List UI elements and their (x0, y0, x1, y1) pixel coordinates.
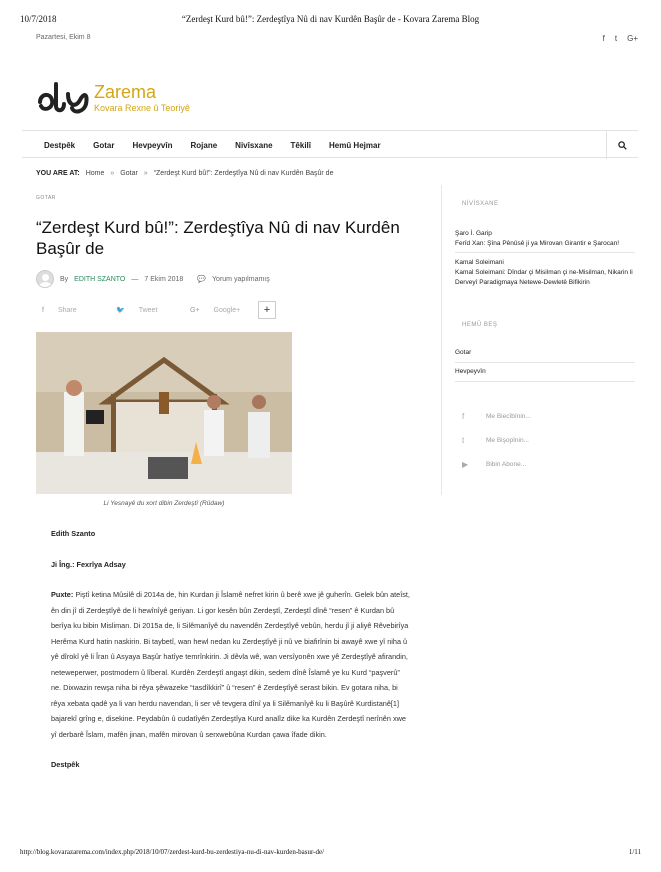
divider (455, 252, 635, 253)
hemu-bes-heading: HEMÛ BEŞ (462, 322, 498, 328)
article-paragraph (51, 587, 411, 742)
facebook-icon[interactable]: f (602, 34, 605, 43)
category-link-gotar[interactable]: Gotar (455, 349, 472, 356)
nav-item-hevpeyvin[interactable]: Hevpeyvîn (132, 140, 173, 150)
site-logo[interactable] (36, 78, 190, 118)
article-meta (36, 270, 416, 288)
share-facebook-button[interactable] (36, 307, 110, 314)
image-caption: Li Yesnayê du xort dibin Zerdeştî (Rûdaw) (103, 500, 225, 507)
follow-twitter[interactable] (462, 434, 641, 446)
nivisxane-author[interactable]: Kamal Soleimani (455, 259, 504, 266)
sidebar (441, 185, 641, 495)
share-facebook-label: Share (57, 306, 77, 314)
comment-icon: 💬 (197, 276, 207, 283)
current-date: Pazartesi, Ekim 8 (36, 34, 91, 41)
category-link-hevpeyvin[interactable]: Hevpeyvîn (455, 368, 486, 375)
brand-tagline: Kovara Rexne û Teoriyê (94, 102, 190, 113)
top-bar (36, 34, 638, 46)
zarema-logo-icon (36, 80, 90, 116)
search-button[interactable] (606, 131, 638, 159)
nav-item-tekili[interactable]: Têkilî (290, 140, 311, 150)
breadcrumb-separator: » (110, 170, 115, 177)
article-image (36, 332, 292, 494)
by-label: By (60, 275, 69, 283)
youtube-icon: ▶ (462, 459, 469, 469)
breadcrumb-home[interactable]: Home (85, 170, 105, 177)
facebook-icon: f (42, 306, 44, 314)
article-body (51, 526, 411, 773)
share-twitter-button[interactable] (110, 306, 184, 314)
article-category[interactable]: GOTAR (36, 195, 56, 201)
breadcrumb-current: “Zerdeşt Kurd bû!”: Zerdeştîya Nû di nav Kurdên Başûr de (153, 170, 334, 177)
share-google-button[interactable] (184, 307, 258, 314)
social-links (603, 34, 638, 43)
share-google-label: Google+ (213, 306, 241, 314)
brand-name: Zarema (94, 81, 157, 102)
article-author-line: Edith Szanto (51, 529, 96, 538)
breadcrumb (36, 170, 333, 177)
follow-label: Me Bişopînin... (486, 436, 529, 444)
facebook-icon: f (462, 411, 465, 421)
article-translator: Ji Îng.: Fexrîya Adsay (51, 559, 126, 569)
author-link[interactable]: EDITH SZANTO (74, 275, 126, 283)
print-title: “Zerdeşt Kurd bû!”: Zerdeştîya Nû di nav Kurdên Başûr de - Kovara Zarema Blog (181, 14, 480, 24)
paragraph-text: Piştî ketina Mûsilê di 2014a de, hin Kurdan ji Îslamê nefret kirin û berê xwe jê guherîn. Gelek bûn ateîst, ên din jî di Zerdeştîyê de li hewînîyê geriyan. Li gor kesên bûn Zerdeştî, Zerdeştî dînê “resen” ê Kurdan bû berîya ku bibin Misliman. Di 2015a de, li Silêmanîyê du navendên Zerdeştîyê vebûn, herdu jî ji aliyê Rêvebirîya Herêma Kurd hatin naskirin. Bi taybetî, wan hewl nedan ku Zerdeştîyê ji nû ve biafirînin bi awayê xwe yî niha û yê dîrokî yê li Îran û Asyaya Başûr hatîye temrînkirin. Ji dêvla wê, wan versîyonên xwe yê Zerdeştîyê afirandin, neteweperwer, postmodern û lîberal. Kurdên Zerdeştî angaşt dikin, sedem dînê Îslamê ye ku Kurd “paşverû” ne. Dixwazin rewşa niha bi rêya şêwazeke “tasdîkkirî” û “resen” ê Zerdeştîyê serast bikin. Ev gotara niha, bi rêya xebata qadê ya li van herdu navendan, li ser vê tevgera dînî ya li Silêmanîyê ku li Başûrê Kurdistanê[1] bajarekî grîng e, disekine. Peydabûn û cudatîyên Zerdeştîya Kurd analîz dike ka Kurdên Zerdeştî nerînên xwe yî derbarê Îslam, mafên jinan, mafên mirovan û serxwebûna Kurdan çawa îfade dikin. (51, 590, 410, 739)
nav-item-hemu-hejmar[interactable]: Hemû Hejmar (328, 140, 381, 150)
section-heading: Destpêk (51, 760, 80, 769)
nav-item-nivisxane[interactable]: Nivîsxane (235, 140, 273, 150)
twitter-icon: t (462, 435, 465, 445)
search-icon (618, 141, 627, 150)
google-plus-icon: G+ (190, 306, 200, 314)
avatar[interactable] (36, 270, 54, 288)
divider (455, 362, 635, 363)
article-title: “Zerdeşt Kurd bû!”: Zerdeştîya Nû di nav Kurdên Başûr de (36, 218, 400, 258)
share-twitter-label: Tweet (138, 306, 158, 314)
print-header (0, 0, 661, 30)
meta-dash: — (131, 275, 139, 283)
breadcrumb-separator: » (143, 170, 148, 177)
twitter-icon[interactable]: t (614, 34, 618, 43)
google-plus-icon[interactable]: G+ (627, 34, 638, 43)
follow-label: Me Biecîbînin... (486, 412, 531, 420)
breadcrumb-category[interactable]: Gotar (120, 170, 138, 177)
nivisxane-title[interactable]: Kamal Soleimani: Dîndar çi Misilman çi ne-Misilman, Nikarin li Derveyî Paradigmaya Netewe-Dewletê Bifikirin (455, 269, 633, 286)
article-date: 7 Ekim 2018 (144, 275, 184, 283)
twitter-icon: 🐦 (116, 307, 125, 314)
breadcrumb-label: YOU ARE AT: (36, 170, 80, 177)
article (36, 195, 416, 788)
nav-item-destpek[interactable]: Destpêk (44, 140, 76, 150)
follow-label: Bibin Abone... (486, 460, 527, 468)
comments-link[interactable]: Yorum yapılmamış (212, 275, 270, 283)
lead-label: Puxte: (51, 590, 74, 599)
nav-item-gotar[interactable]: Gotar (93, 140, 115, 150)
nav-item-rojane[interactable]: Rojane (190, 140, 218, 150)
follow-youtube[interactable] (462, 458, 641, 470)
main-nav (22, 130, 638, 158)
follow-facebook[interactable] (462, 410, 641, 422)
print-url: http://blog.kovarazarema.com/index.php/2018/10/07/zerdest-kurd-bu-zerdestiya-nu-di-nav-kurden-basur-de/ (20, 848, 325, 856)
ceremony-photo-icon (36, 332, 292, 494)
print-date: 10/7/2018 (20, 14, 57, 24)
more-share-button[interactable]: + (258, 301, 276, 319)
nivisxane-heading: NİVİSXANE (462, 201, 499, 207)
share-bar (36, 300, 416, 320)
nivisxane-title[interactable]: Ferîd Xan: Şîna Pênûsê ji ya Mirovan Girantir e Şarocan! (455, 240, 620, 247)
nivisxane-author[interactable]: Şaro İ. Garip (455, 230, 492, 237)
page-number: 1/11 (628, 848, 641, 856)
